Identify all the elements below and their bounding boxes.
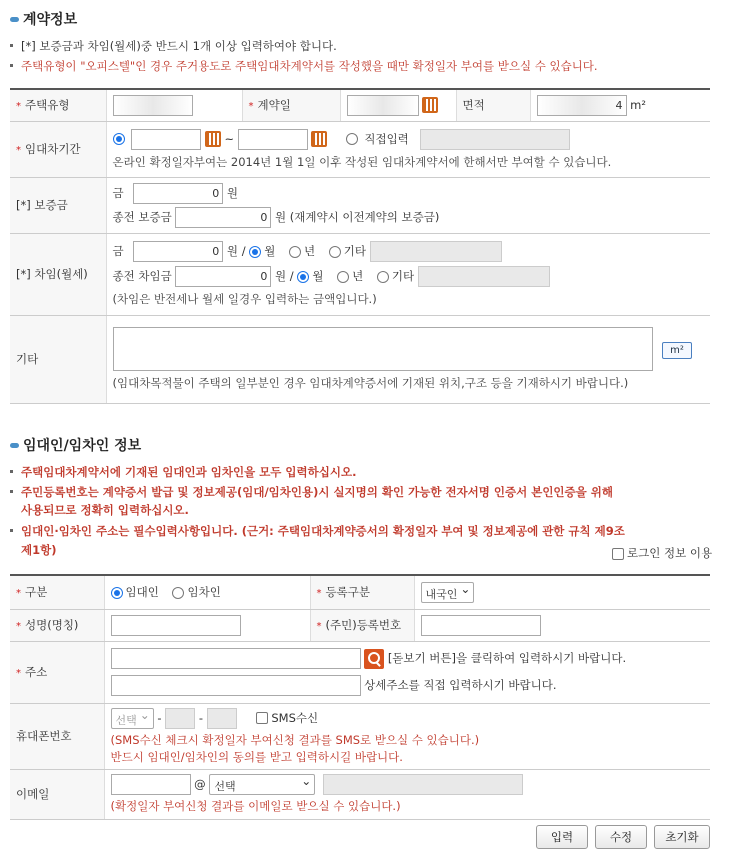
email-domain-select[interactable]: 선택 ⌄ [209, 774, 315, 795]
prev-deposit-input[interactable]: 0 [175, 207, 271, 228]
landlord-label: 임대인 [125, 585, 159, 600]
address-detail-note: 상세주소를 직접 입력하시기 바랍니다. [364, 678, 557, 692]
tenant-radio[interactable] [172, 587, 184, 599]
period-date-radio[interactable] [113, 133, 125, 145]
edit-button[interactable]: 수정 [595, 825, 647, 849]
period-separator: ~ [224, 131, 235, 146]
phone-prefix-select[interactable]: 선택 ⌄ [111, 708, 154, 729]
sms-label: SMS수신 [271, 710, 319, 725]
direct-input-field[interactable] [420, 129, 570, 150]
tenant-label: 임차인 [187, 585, 221, 600]
notice-line: 주택임대차계약서에 기재된 임대인과 임차인을 모두 입력하십시오. [10, 464, 356, 481]
prev-rent-input[interactable]: 0 [175, 266, 271, 287]
search-icon[interactable] [364, 649, 384, 669]
phone-mid-input[interactable] [165, 708, 195, 729]
period-label: * 임대차기간 [10, 121, 106, 177]
dot-icon [10, 64, 13, 67]
login-info-checkbox[interactable] [612, 548, 624, 560]
slash: / [289, 269, 294, 283]
phone-label: 휴대폰번호 [10, 703, 104, 769]
won-unit: 원 [275, 269, 287, 283]
deposit-input[interactable]: 0 [133, 183, 223, 204]
party-type-label: * 구분 [10, 575, 104, 609]
dot-icon [10, 44, 13, 47]
notice-line-cont: 사용되므로 정확히 입력하십시오. [21, 503, 189, 517]
email-domain-input[interactable] [323, 774, 523, 795]
calendar-icon[interactable] [311, 131, 327, 147]
prev-rent-monthly-radio[interactable] [297, 271, 309, 283]
email-note: (확정일자 부여신청 결과를 이메일로 받으실 수 있습니다.) [110, 799, 401, 813]
rent-input[interactable]: 0 [133, 241, 223, 262]
contract-date-label: * 계약일 [242, 89, 340, 121]
prev-deposit-note: 원 (재계약시 이전계약의 보증금) [275, 209, 440, 224]
party-table [10, 574, 710, 820]
prev-rent-other-radio[interactable] [377, 271, 389, 283]
direct-input-radio[interactable] [346, 133, 358, 145]
amount-prefix: 금 [112, 244, 124, 258]
period-start-input[interactable] [131, 129, 201, 150]
prev-rent-label: 종전 차임금 [112, 269, 172, 283]
amount-prefix: 금 [112, 185, 124, 200]
calendar-icon[interactable] [422, 97, 438, 113]
etc-note: (임대차목적물이 주택의 일부분인 경우 임대차계약증서에 기재된 위치,구조 등을 기재하시기 바랍니다.) [112, 376, 629, 390]
notice-line: 임대인·임차인 주소는 필수입력사항입니다. (근거: 주택임대차계약증서의 확정일자 부여 및 정보제공에 관한 규칙 제9조 [10, 523, 625, 540]
section-title-contract [10, 9, 77, 29]
notice-line: 주택유형이 "오피스텔"인 경우 주거용도로 주택임대차계약서를 작성했을 때만 확정일자 부여를 받으실 수 있습니다. [10, 58, 598, 75]
section-title-contract-text: 계약정보 [23, 12, 78, 28]
email-id-input[interactable] [111, 774, 191, 795]
housing-type-select[interactable] [113, 95, 193, 116]
rent-monthly-radio[interactable] [249, 246, 261, 258]
login-info-option[interactable]: 로그인 정보 이용 [612, 545, 712, 561]
yearly-label: 년 [352, 269, 364, 283]
m2-button[interactable]: m² [662, 342, 692, 359]
area-label: 면적 [456, 89, 530, 121]
landlord-radio[interactable] [111, 587, 123, 599]
dot-icon [10, 470, 13, 473]
reg-no-input[interactable] [421, 615, 541, 636]
prev-rent-other-input[interactable] [418, 266, 550, 287]
rent-other-radio[interactable] [329, 246, 341, 258]
rent-note: (차임은 반전세나 월세 일경우 입력하는 금액입니다.) [112, 292, 377, 306]
prev-deposit-label: 종전 보증금 [112, 209, 172, 224]
sms-checkbox[interactable] [256, 712, 268, 724]
sms-note-1: (SMS수신 체크시 확정일자 부여신청 결과를 SMS로 받으실 수 있습니다.) [110, 732, 480, 747]
address-input[interactable] [111, 648, 361, 669]
notice-line: [*] 보증금과 차임(월세)중 반드시 1개 이상 입력하여야 합니다. [10, 38, 337, 55]
monthly-label: 월 [312, 269, 324, 283]
dot-icon [10, 490, 13, 493]
monthly-label: 월 [264, 244, 276, 258]
rent-yearly-radio[interactable] [289, 246, 301, 258]
dash: - [198, 710, 204, 725]
area-unit: m² [630, 97, 646, 112]
phone-last-input[interactable] [207, 708, 237, 729]
slash: / [241, 244, 246, 258]
other-label: 기타 [391, 269, 415, 283]
section-title-parties [10, 435, 141, 455]
dash: - [157, 710, 162, 725]
name-label: * 성명(명칭) [10, 609, 104, 641]
reg-type-label: * 등록구분 [310, 575, 414, 609]
won-unit: 원 [226, 244, 239, 258]
period-end-input[interactable] [238, 129, 308, 150]
reg-type-select[interactable]: 내국인 ⌄ [421, 582, 475, 603]
bullet-icon [10, 443, 19, 448]
address-label: * 주소 [10, 641, 104, 703]
area-input[interactable]: 4 [537, 95, 627, 116]
reg-no-label: * (주민)등록번호 [310, 609, 414, 641]
housing-type-label: * 주택유형 [10, 89, 106, 121]
contract-table [10, 88, 710, 404]
etc-textarea[interactable] [113, 327, 653, 371]
rent-other-input[interactable] [370, 241, 502, 262]
direct-input-label: 직접입력 [364, 131, 409, 146]
other-label: 기타 [343, 244, 366, 258]
sms-note-2: 반드시 임대인/임차인의 동의를 받고 입력하시길 바랍니다. [110, 749, 403, 764]
email-at: @ [194, 777, 206, 791]
yearly-label: 년 [303, 244, 316, 258]
address-note: [돋보기 버튼]을 클릭하여 입력하시기 바랍니다. [387, 651, 627, 665]
email-label: 이메일 [10, 769, 104, 819]
won-unit: 원 [226, 185, 239, 200]
prev-rent-yearly-radio[interactable] [337, 271, 349, 283]
calendar-icon[interactable] [205, 131, 221, 147]
contract-date-input[interactable] [347, 95, 419, 116]
address-detail-input[interactable] [111, 675, 361, 696]
reset-button[interactable]: 초기화 [654, 825, 710, 849]
period-note: 온라인 확정일자부여는 2014년 1월 1일 이후 작성된 임대차계약서에 한해서만 부여할 수 있습니다. [112, 154, 612, 169]
deposit-label: [*] 보증금 [10, 177, 106, 233]
submit-button[interactable]: 입력 [536, 825, 588, 849]
section-title-parties-text: 임대인/임차인 정보 [23, 438, 142, 454]
dot-icon [10, 529, 13, 532]
bullet-icon [10, 17, 19, 22]
etc-label: 기타 [10, 315, 106, 403]
rent-label: [*] 차임(월세) [10, 233, 106, 315]
notice-line-cont: 제1항) [21, 543, 57, 557]
notice-line: 주민등록번호는 계약증서 발급 및 정보제공(임대/임차인용)시 실지명의 확인 가능한 전자서명 인증서 본인인증을 위해 [10, 484, 613, 501]
name-input[interactable] [111, 615, 241, 636]
